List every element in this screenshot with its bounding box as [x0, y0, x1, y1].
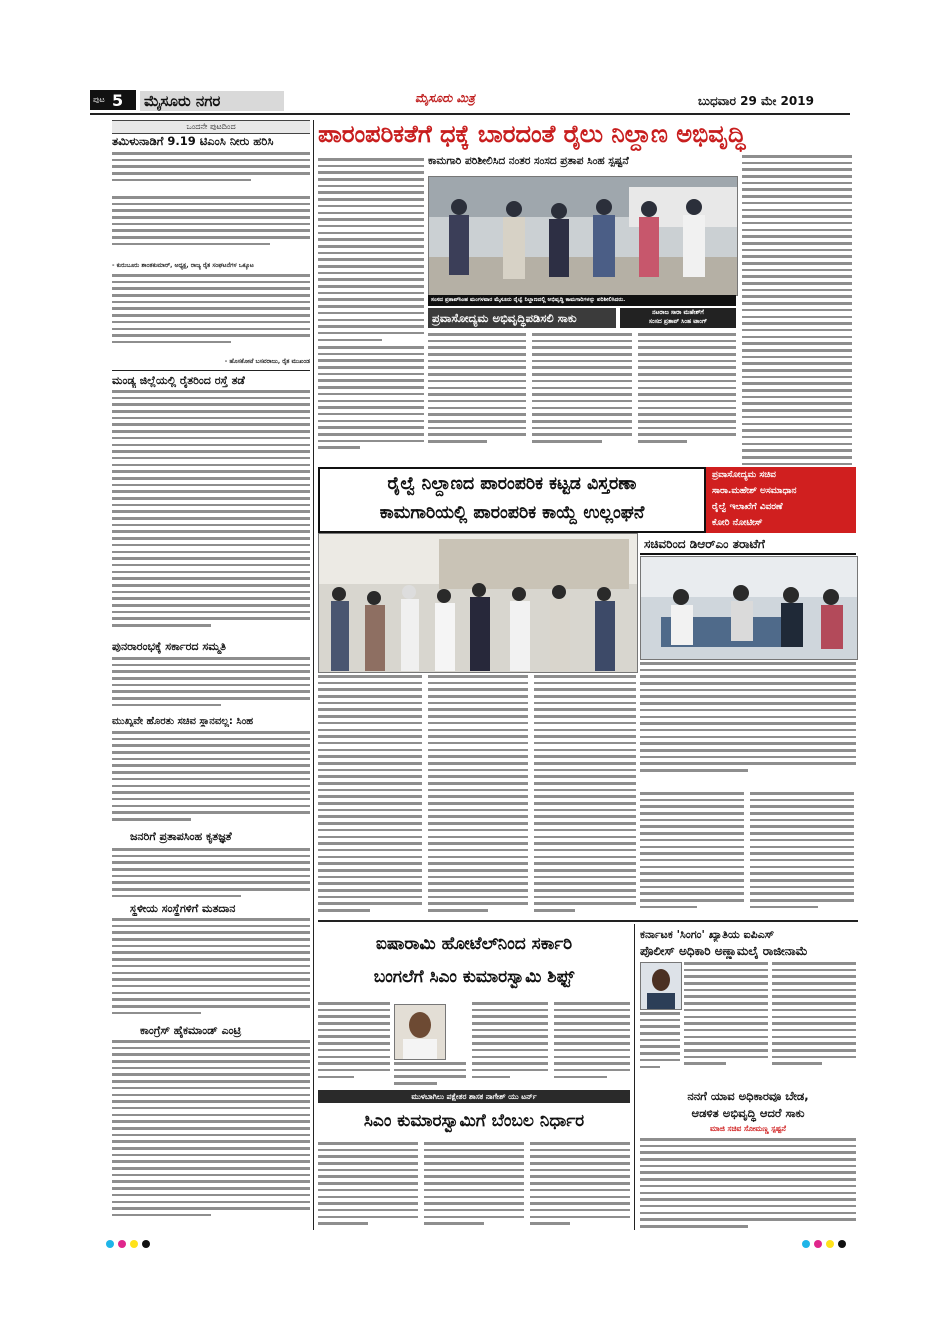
- minister-photo-image: [641, 557, 857, 659]
- continued-tag: [112, 120, 310, 134]
- lead-headline: ಪಾರಂಪರಿಕತೆಗೆ ಧಕ್ಕೆ ಬಾರದಂತೆ ರೈಲು ನಿಲ್ದಾಣ ಅಭಿವೃದ್ಧಿ: [318, 120, 746, 148]
- second-col4-body: [640, 792, 744, 918]
- support-kicker-bar: [318, 1090, 630, 1103]
- annamalai-portrait: [640, 962, 682, 1010]
- story3-title: ಪುನರಾರಂಭಕ್ಕೆ ಸರ್ಕಾರದ ಸಮ್ಮತಿ: [112, 640, 226, 653]
- tourism-byline-2: ಸಂಸದ ಪ್ರತಾಪ್ ಸಿಂಹ ಟಾಂಗ್: [648, 318, 708, 325]
- story1-quote2-name: - ಹೊಸಕೋಟೆ ಬಸವರಾಜು, ರೈತ ಮುಖಂಡ: [224, 358, 310, 365]
- somanna-headline-line2: ಆಡಳಿತ ಅಭಿವೃದ್ಧಿ ಆದರೆ ಸಾಕು: [691, 1106, 805, 1120]
- registration-dot-cyan-2: [802, 1240, 810, 1248]
- shift-col3-body: [472, 1002, 548, 1086]
- tourism-col3-body: [638, 333, 736, 465]
- story1-body: [112, 152, 310, 192]
- lead-photo-caption-bar: [428, 295, 736, 306]
- registration-dot-black: [142, 1240, 150, 1248]
- shift-col1-body: [318, 1002, 390, 1086]
- somanna-headline-line1: ನನಗೆ ಯಾವ ಅಧಿಕಾರವೂ ಬೇಡ,: [687, 1089, 809, 1103]
- lead-headline-box: [318, 117, 858, 152]
- lead-col1-body: [318, 158, 424, 342]
- story1-body3: [112, 274, 310, 356]
- tourism-col2-body: [532, 333, 632, 465]
- left-column-separator: [313, 120, 314, 1230]
- lead-subhead: ಕಾಮಗಾರಿ ಪರಿಶೀಲಿಸಿದ ನಂತರ ಸಂಸದ ಪ್ರತಾಪ ಸಿಂಹ ಸ್ಪಷ್ಟನೆ: [428, 155, 629, 167]
- story1-title: ತಮಿಳುನಾಡಿಗೆ 9.19 ಟಿಎಂಸಿ ನೀರು ಹರಿಸಿ: [112, 134, 274, 148]
- story5-body: [112, 848, 310, 900]
- tourism-byline: [620, 308, 736, 328]
- story1-body2: [112, 196, 310, 260]
- side-title-bar: [640, 535, 856, 555]
- second-col3-body: [534, 675, 636, 919]
- registration-dot-black-2: [838, 1240, 846, 1248]
- red-box-line-2: ಸಾರಾ.ಮಹೇಶ್ ಅಸಮಾಧಾನ: [712, 486, 797, 496]
- cm-portrait: [394, 1004, 446, 1060]
- red-highlight-box: [706, 467, 856, 533]
- page-number: 5: [112, 91, 124, 110]
- second-photo-group: [318, 533, 638, 673]
- story3-body: [112, 657, 310, 713]
- story4-body: [112, 731, 310, 829]
- story6-body: [112, 918, 310, 1024]
- shift-col2-body: [394, 1062, 466, 1088]
- shift-headline-line1: ಐಷಾರಾಮಿ ಹೋಟೆಲ್‍ನಿಂದ ಸರ್ಕಾರಿ: [375, 934, 573, 954]
- left-divider-1: [112, 370, 310, 371]
- page-number-badge: [90, 90, 136, 110]
- somanna-body: [640, 1138, 856, 1228]
- registration-dot-magenta: [118, 1240, 126, 1248]
- registration-dot-cyan: [106, 1240, 114, 1248]
- story4-title: ಮುಖ್ಯವೇ ಹೊರತು ಸಚಿವ ಸ್ಥಾನವಲ್ಲ: ಸಿಂಹ: [112, 716, 254, 727]
- second-col2-body: [428, 675, 528, 919]
- singham-kicker: ಕರ್ನಾಟಕ 'ಸಿಂಗಂ' ಖ್ಯಾತಿಯ ಐಪಿಎಸ್: [640, 928, 775, 941]
- red-box-line-4: ಕೋರಿ ನೋಟೀಸ್: [712, 518, 763, 528]
- somanna-kicker: ಮಾಜಿ ಸಚಿವ ಸೋಮಣ್ಣ ಸ್ಪಷ್ಟನೆ: [710, 1124, 786, 1133]
- second-headline-line1: ರೈಲ್ವೆ ನಿಲ್ದಾಣದ ಪಾರಂಪರಿಕ ಕಟ್ಟಡ ವಿಸ್ತರಣಾ: [387, 474, 637, 494]
- second-photo-image: [319, 534, 637, 672]
- shift-col4-body: [554, 1002, 630, 1086]
- singham-col1-body2: [640, 1012, 680, 1082]
- continued-tag-text: ಒಂದನೇ ಪುಟದಿಂದ: [186, 122, 236, 131]
- second-headline-line2: ಕಾಮಗಾರಿಯಲ್ಲಿ ಪಾರಂಪರಿಕ ಕಾಯ್ದೆ ಉಲ್ಲಂಘನೆ: [379, 503, 645, 523]
- support-col2-body: [424, 1142, 524, 1228]
- singham-headline: ಪೊಲೀಸ್ ಅಧಿಕಾರಿ ಅಣ್ಣಾಮಲೈ ರಾಜೀನಾಮೆ: [640, 944, 808, 958]
- annamalai-portrait-image: [641, 963, 681, 1009]
- lower-middle-separator: [634, 924, 635, 1230]
- cm-portrait-image: [395, 1005, 445, 1059]
- tourism-box-title-bar: [428, 308, 616, 328]
- section-name: ಮೈಸೂರು ನಗರ: [140, 91, 284, 111]
- registration-dot-yellow: [130, 1240, 138, 1248]
- story7-body: [112, 1040, 310, 1224]
- story5-title: ಜನರಿಗೆ ಪ್ರತಾಪಸಿಂಹ ಕೃತಜ್ಞತೆ: [130, 830, 232, 843]
- story6-title: ಸ್ಥಳೀಯ ಸಂಸ್ಥೆಗಳಿಗೆ ಮತದಾನ: [130, 902, 236, 915]
- page-label: ಪುಟ: [93, 95, 105, 104]
- lead-photo-image: [429, 177, 737, 295]
- tourism-byline-1: ನಟರಾಜ ಸಾರಾ ಮಹೇಶ್‍ಗೆ: [652, 309, 704, 316]
- story2-body: [112, 390, 310, 636]
- shift-headline-box: [318, 928, 630, 998]
- side-body: [640, 662, 856, 786]
- lead-photo-caption: ಸಂಸದ ಪ್ರತಾಪ್‍ಸಿಂಹ ಮಂಗಳವಾರ ಮೈಸೂರು ರೈಲ್ವೆ ನಿಲ್ದಾಣದಲ್ಲಿ ಅಭಿವೃದ್ಧಿ ಕಾಮಗಾರಿಗಳನ್ನು ಪರಿಶೀಲಿಸಿದರು.: [431, 297, 626, 303]
- second-col1-body: [318, 675, 422, 919]
- issue-date: ಬುಧವಾರ 29 ಮೇ 2019: [698, 94, 814, 108]
- registration-dot-yellow-2: [826, 1240, 834, 1248]
- support-kicker: ಮುಳಬಾಗಿಲು ಪಕ್ಷೇತರ ಶಾಸಕ ನಾಗೇಶ್ ಯು ಟರ್ನ್: [411, 1092, 537, 1101]
- registration-dot-magenta-2: [814, 1240, 822, 1248]
- shift-headline-line2: ಬಂಗಲೆಗೆ ಸಿಎಂ ಕುಮಾರಸ್ವಾಮಿ ಶಿಫ್ಟ್: [373, 967, 575, 987]
- support-col1-body: [318, 1142, 418, 1228]
- singham-col2-body: [772, 962, 856, 1082]
- minister-photo: [640, 556, 858, 660]
- red-box-line-3: ರೈಲ್ವೆ ಇಲಾಖೆಗೆ ವಿವರಣೆ: [712, 502, 783, 512]
- support-headline: ಸಿಎಂ ಕುಮಾರಸ್ವಾಮಿಗೆ ಬೆಂಬಲ ನಿರ್ಧಾರ: [363, 1111, 585, 1131]
- lead-col1-body2: [318, 346, 424, 464]
- red-box-line-1: ಪ್ರವಾಸೋದ್ಯಮ ಸಚಿವ: [712, 470, 776, 480]
- story1-quote-name: - ಕುರುಬೂರು ಶಾಂತಕುಮಾರ್, ಅಧ್ಯಕ್ಷ, ರಾಜ್ಯ ರೈತ ಸಂಘಟನೆಗಳ ಒಕ್ಕೂಟ: [112, 262, 254, 269]
- second-col5-body: [750, 792, 854, 918]
- support-col3-body: [530, 1142, 630, 1228]
- tourism-col1-body: [428, 333, 526, 465]
- masthead: ಮೈಸೂರು ಮಿತ್ರ: [415, 91, 475, 105]
- second-headline-box: [318, 467, 706, 533]
- side-title: ಸಚಿವರಿಂದ ಡಿಆರ್‍ಎಂ ತರಾಟೆಗೆ: [644, 537, 765, 551]
- singham-col1-body: [684, 962, 768, 1082]
- lower-rule: [318, 920, 858, 922]
- lead-photo: [428, 176, 738, 296]
- header-rule: [90, 113, 850, 115]
- tourism-box-title: ಪ್ರವಾಸೋದ್ಯಮ ಅಭಿವೃದ್ಧಿಪಡಿಸಲಿ ಸಾಕು: [432, 311, 577, 325]
- story7-title: ಕಾಂಗ್ರೆಸ್ ಹೈಕಮಾಂಡ್ ಎಂಟ್ರಿ: [140, 1024, 242, 1037]
- story2-title: ಮಂಡ್ಯ ಜಿಲ್ಲೆಯಲ್ಲಿ ರೈತರಿಂದ ರಸ್ತೆ ತಡೆ: [112, 374, 245, 387]
